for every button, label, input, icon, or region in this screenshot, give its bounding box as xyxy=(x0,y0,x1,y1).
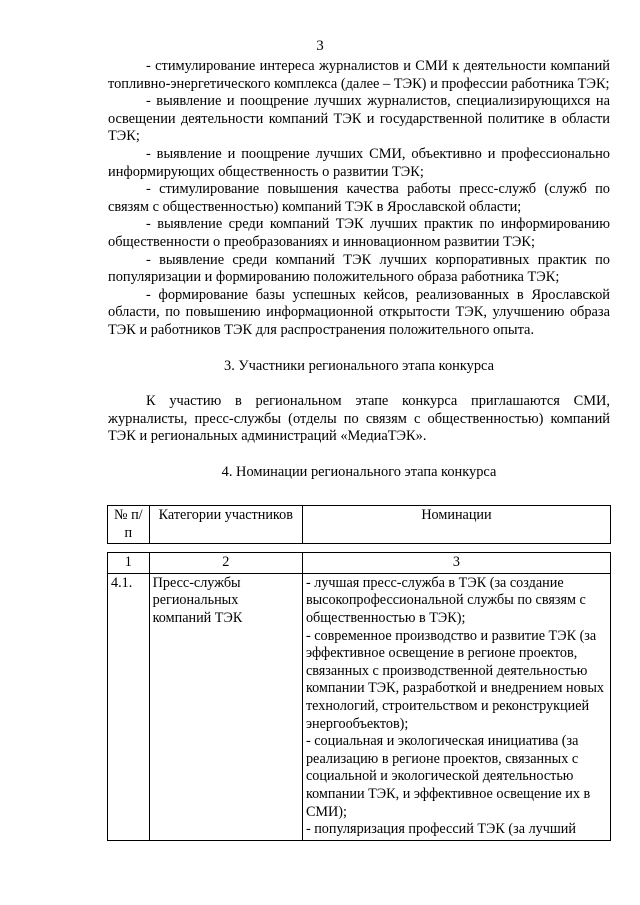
column-number-row xyxy=(108,553,611,574)
table-header-row xyxy=(108,506,611,544)
section-3-heading: 3. Участники регионального этапа конкурса xyxy=(224,357,494,374)
nomination-item: - лучшая пресс-служба в ТЭК (за создание высокопрофессиональной службы по связям с общественностью в ТЭК); xyxy=(305,574,586,626)
section-4-heading: 4. Номинации регионального этапа конкурса xyxy=(221,463,497,480)
section-3-text: К участию в региональном этапе конкурса приглашаются СМИ, журналисты, пресс-службы (отделы по связям с общественностью) компаний ТЭК и региональных администраций «МедиаТЭК». xyxy=(108,393,610,445)
document-body xyxy=(108,58,610,481)
goal-item: - выявление и поощрение лучших СМИ, объективно и профессионально информирующих общественность о развитии ТЭК; xyxy=(108,145,610,180)
row-number: 4.1. xyxy=(108,573,150,840)
column-header-number: № п/п xyxy=(108,506,150,544)
page-number: 3 xyxy=(316,38,324,54)
column-number: 3 xyxy=(302,553,610,574)
nominations-table xyxy=(107,505,611,841)
goal-item: - стимулирование интереса журналистов и СМИ к деятельности компаний топливно-энергетического комплекса (далее – ТЭК) и профессии работника ТЭК; xyxy=(108,58,610,92)
goal-item: - выявление и поощрение лучших журналистов, специализирующихся на освещении деятельности компаний ТЭК и государственной политике в области ТЭК; xyxy=(108,93,610,145)
goal-item: - формирование базы успешных кейсов, реализованных в Ярославской области, по повышению информационной открытости ТЭК, улучшению образа ТЭК и работников ТЭК для распространения положительного опыта. xyxy=(108,286,610,338)
table-row xyxy=(108,573,611,840)
row-nominations xyxy=(302,573,610,840)
goal-item: - выявление среди компаний ТЭК лучших корпоративных практик по популяризации и формированию положительного образа работника ТЭК; xyxy=(108,251,610,286)
nomination-item: - современное производство и развитие ТЭК (за эффективное освещение в регионе проектов, связанных с производственной деятельностью компании ТЭК, разработкой и внедрением новых технологий, строительством и реконструкцией энергообъектов); xyxy=(305,627,604,732)
goal-item: - стимулирование повышения качества работы пресс-служб (служб по связям с общественностью) компаний ТЭК в Ярославской области; xyxy=(108,181,610,215)
nomination-item: - социальная и экологическая инициатива (за реализацию в регионе проектов, связанных с социальной и экологической деятельностью компании ТЭК, и эффективное освещение их в СМИ); xyxy=(305,733,591,820)
row-category: Пресс-службы региональных компаний ТЭК xyxy=(149,573,302,840)
column-header-nominations: Номинации xyxy=(302,506,610,544)
nomination-item: - популяризация профессий ТЭК (за лучший xyxy=(305,821,576,838)
goal-item: - выявление среди компаний ТЭК лучших практик по информированию общественности о преобразованиях и инновационном развитии ТЭК; xyxy=(108,216,610,250)
column-number: 1 xyxy=(108,553,150,574)
column-number: 2 xyxy=(149,553,302,574)
column-header-category: Категории участников xyxy=(149,506,302,544)
